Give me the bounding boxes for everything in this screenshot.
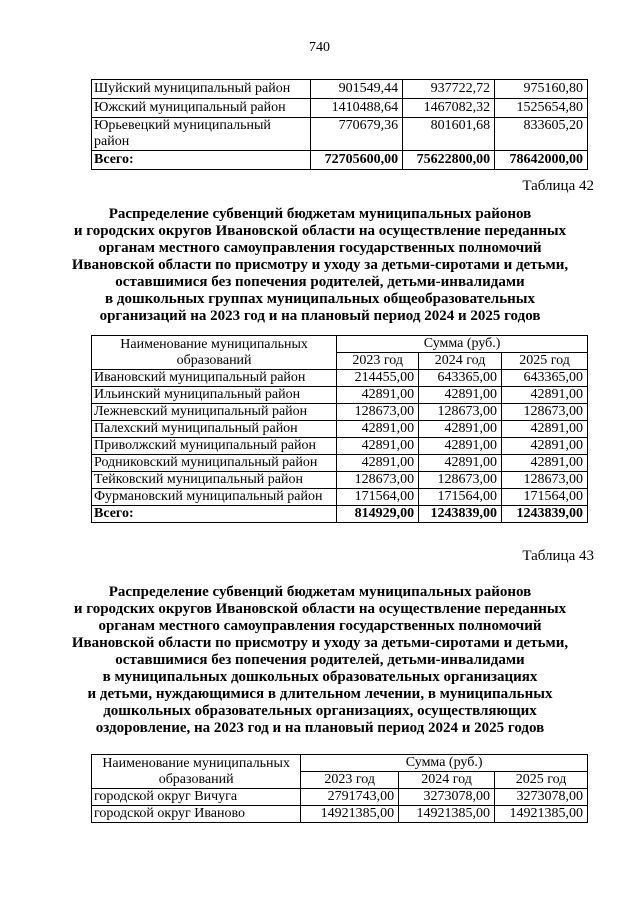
value-2025: 171564,00 bbox=[502, 489, 588, 506]
table-row bbox=[92, 387, 588, 404]
row-name: городской округ Вичуга bbox=[92, 789, 301, 806]
value-2023: 128673,00 bbox=[337, 404, 419, 421]
value-2025: 3273078,00 bbox=[495, 789, 588, 806]
year-2023-header: 2023 год bbox=[337, 353, 419, 370]
value-2023: 171564,00 bbox=[337, 489, 419, 506]
value-2024: 14921385,00 bbox=[399, 806, 495, 823]
value-2024: 171564,00 bbox=[419, 489, 502, 506]
heading-line: органам местного самоуправления государственных полномочий bbox=[98, 240, 542, 256]
value-2024: 42891,00 bbox=[419, 421, 502, 438]
table-row bbox=[92, 806, 588, 823]
heading-line: организаций на 2023 год и на плановый период 2024 и 2025 годов bbox=[99, 308, 541, 324]
heading-line: оздоровление, на 2023 год и на плановый период 2024 и 2025 годов bbox=[95, 720, 545, 736]
heading-line: в дошкольных группах муниципальных общеобразовательных bbox=[105, 291, 535, 307]
page-number: 740 bbox=[309, 40, 330, 55]
value-2024: 128673,00 bbox=[419, 472, 502, 489]
value-2025: 128673,00 bbox=[502, 472, 588, 489]
year-2024-header: 2024 год bbox=[399, 772, 495, 789]
heading-line: и городских округов Ивановской области на осуществление переданных bbox=[73, 223, 567, 239]
heading-line: Распределение субвенций бюджетам муниципальных районов bbox=[108, 206, 532, 222]
heading-line: оставшимися без попечения родителей, детьми-инвалидами bbox=[115, 652, 525, 668]
table-42-heading bbox=[40, 206, 600, 325]
total-label: Всего: bbox=[92, 151, 311, 170]
row-name: Ильинский муниципальный район bbox=[92, 387, 337, 404]
row-name: Фурмановский муниципальный район bbox=[92, 489, 337, 506]
value-2025: 42891,00 bbox=[502, 438, 588, 455]
row-name: Родниковский муниципальный район bbox=[92, 455, 337, 472]
row-name-line1: Юрьевецкий муниципальный bbox=[94, 118, 271, 133]
value-2024: 128673,00 bbox=[419, 404, 502, 421]
continuation-table bbox=[91, 79, 588, 170]
row-name: Ивановский муниципальный район bbox=[92, 370, 337, 387]
table-43 bbox=[91, 754, 588, 823]
row-name: Приволжский муниципальный район bbox=[92, 438, 337, 455]
value-2025: 42891,00 bbox=[502, 455, 588, 472]
total-label: Всего: bbox=[92, 506, 337, 523]
value-2024: 3273078,00 bbox=[399, 789, 495, 806]
sum-header: Сумма (руб.) bbox=[337, 336, 588, 353]
header-row bbox=[92, 336, 588, 353]
header-name-line1: Наименование муниципальных bbox=[120, 336, 308, 352]
value-2025: 833605,20 bbox=[495, 118, 588, 151]
heading-line: Ивановской области по присмотру и уходу за детьми-сиротами и детьми, bbox=[71, 257, 569, 273]
heading-line: Распределение субвенций бюджетам муниципальных районов bbox=[108, 584, 532, 600]
year-2025-header: 2025 год bbox=[495, 772, 588, 789]
row-name: городской округ Иваново bbox=[92, 806, 301, 823]
value-2023: 770679,36 bbox=[311, 118, 403, 151]
value-2024: 937722,72 bbox=[403, 80, 495, 99]
table-42 bbox=[91, 335, 588, 523]
header-name-line2: образований bbox=[176, 352, 252, 368]
value-2024: 42891,00 bbox=[419, 455, 502, 472]
row-name: Тейковский муниципальный район bbox=[92, 472, 337, 489]
total-2024: 75622800,00 bbox=[403, 151, 495, 170]
heading-line: органам местного самоуправления государственных полномочий bbox=[98, 618, 542, 634]
year-2025-header: 2025 год bbox=[502, 353, 588, 370]
total-2024: 1243839,00 bbox=[419, 506, 502, 523]
value-2024: 801601,68 bbox=[403, 118, 495, 151]
value-2025: 42891,00 bbox=[502, 387, 588, 404]
heading-line: и городских округов Ивановской области на осуществление переданных bbox=[73, 601, 567, 617]
sum-header: Сумма (руб.) bbox=[301, 755, 588, 772]
heading-line: в муниципальных дошкольных образовательных организациях bbox=[102, 669, 538, 685]
heading-line: и детьми, нуждающимися в длительном лечении, в муниципальных bbox=[87, 686, 553, 702]
name-column-header bbox=[92, 755, 301, 789]
value-2023: 2791743,00 bbox=[301, 789, 399, 806]
value-2023: 128673,00 bbox=[337, 472, 419, 489]
table-row bbox=[92, 99, 588, 118]
header-name-line1: Наименование муниципальных bbox=[102, 755, 290, 771]
year-2024-header: 2024 год bbox=[419, 353, 502, 370]
row-name: Шуйский муниципальный район bbox=[92, 80, 311, 99]
total-2025: 78642000,00 bbox=[495, 151, 588, 170]
total-2023: 814929,00 bbox=[337, 506, 419, 523]
table-row bbox=[92, 789, 588, 806]
table-43-label: Таблица 43 bbox=[522, 548, 594, 564]
heading-line: Ивановской области по присмотру и уходу за детьми-сиротами и детьми, bbox=[71, 635, 569, 651]
heading-line: оставшимися без попечения родителей, детьми-инвалидами bbox=[115, 274, 525, 290]
total-row bbox=[92, 151, 588, 170]
value-2024: 42891,00 bbox=[419, 438, 502, 455]
value-2025: 975160,80 bbox=[495, 80, 588, 99]
value-2025: 643365,00 bbox=[502, 370, 588, 387]
total-2025: 1243839,00 bbox=[502, 506, 588, 523]
value-2025: 14921385,00 bbox=[495, 806, 588, 823]
table-row bbox=[92, 438, 588, 455]
row-name-line2: район bbox=[94, 134, 130, 149]
row-name: Южский муниципальный район bbox=[92, 99, 311, 118]
value-2023: 42891,00 bbox=[337, 455, 419, 472]
table-row bbox=[92, 118, 588, 151]
row-name: Лежневский муниципальный район bbox=[92, 404, 337, 421]
table-row bbox=[92, 489, 588, 506]
value-2023: 42891,00 bbox=[337, 438, 419, 455]
value-2023: 42891,00 bbox=[337, 387, 419, 404]
table-row bbox=[92, 80, 588, 99]
table-42-label: Таблица 42 bbox=[522, 178, 594, 194]
row-name: Палехский муниципальный район bbox=[92, 421, 337, 438]
table-row bbox=[92, 404, 588, 421]
table-row bbox=[92, 421, 588, 438]
header-name-line2: образований bbox=[158, 771, 234, 787]
total-row bbox=[92, 506, 588, 523]
value-2024: 1467082,32 bbox=[403, 99, 495, 118]
value-2023: 214455,00 bbox=[337, 370, 419, 387]
value-2023: 42891,00 bbox=[337, 421, 419, 438]
row-name bbox=[92, 118, 311, 151]
value-2025: 1525654,80 bbox=[495, 99, 588, 118]
value-2024: 643365,00 bbox=[419, 370, 502, 387]
heading-line: дошкольных образовательных организациях, осуществляющих bbox=[103, 703, 537, 719]
year-2023-header: 2023 год bbox=[301, 772, 399, 789]
table-43-heading bbox=[40, 584, 600, 737]
table-row bbox=[92, 472, 588, 489]
value-2025: 42891,00 bbox=[502, 421, 588, 438]
table-row bbox=[92, 370, 588, 387]
value-2025: 128673,00 bbox=[502, 404, 588, 421]
value-2023: 901549,44 bbox=[311, 80, 403, 99]
value-2023: 14921385,00 bbox=[301, 806, 399, 823]
name-column-header bbox=[92, 336, 337, 370]
header-row bbox=[92, 755, 588, 772]
table-row bbox=[92, 455, 588, 472]
total-2023: 72705600,00 bbox=[311, 151, 403, 170]
value-2023: 1410488,64 bbox=[311, 99, 403, 118]
value-2024: 42891,00 bbox=[419, 387, 502, 404]
